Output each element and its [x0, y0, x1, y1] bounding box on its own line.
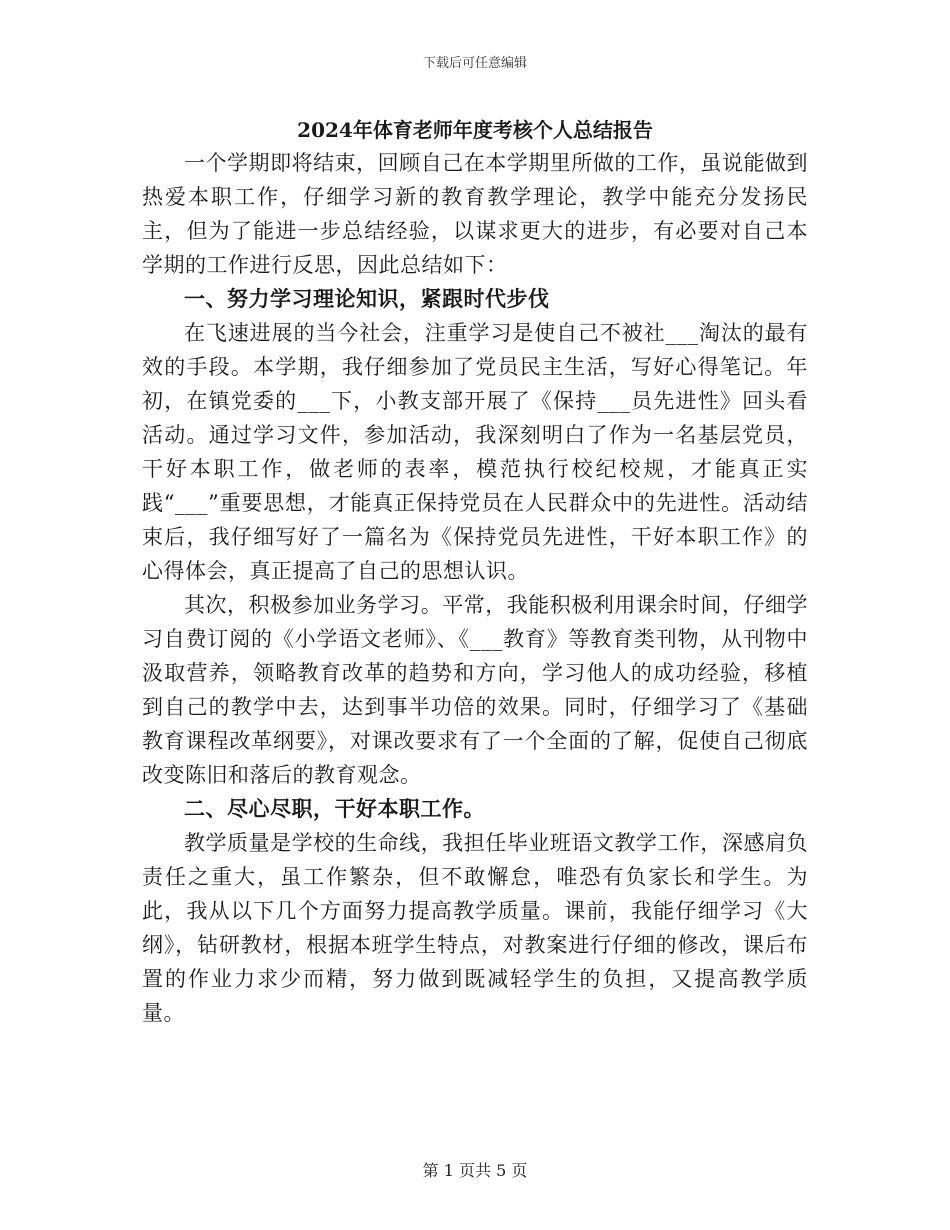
intro-paragraph: 一个学期即将结束，回顾自己在本学期里所做的工作，虽说能做到热爱本职工作，仔细学习新的教育教学理论，教学中能充分发扬民主，但为了能进一步总结经验，以谋求更大的进步，有必要对自己本学期的工作进行反思，因此总结如下：: [142, 151, 808, 277]
section-2-paragraph-1: 教学质量是学校的生命线，我担任毕业班语文教学工作，深感肩负责任之重大，虽工作繁杂，但不敢懈怠，唯恐有负家长和学生。为此，我从以下几个方面努力提高教学质量。课前，我能仔细学习《大纲》，钻研教材，根据本班学生特点，对教案进行仔细的修改，课后布置的作业力求少而精，努力做到既减轻学生的负担，又提高教学质量。: [142, 831, 808, 1025]
section-1-paragraph-2: 其次，积极参加业务学习。平常，我能积极利用课余时间，仔细学习自费订阅的《小学语文老师》、《___教育》等教育类刊物，从刊物中汲取营养，领略教育改革的趋势和方向，学习他人的成功经验，移植到自己的教学中去，达到事半功倍的效果。同时，仔细学习了《基础教育课程改革纲要》，对课改要求有了一个全面的了解，促使自己彻底改变陈旧和落后的教育观念。: [142, 593, 808, 787]
document-body: [142, 112, 808, 1030]
header-note: 下载后可任意编辑: [422, 56, 527, 71]
section-1-paragraph-1: 在飞速进展的当今社会，注重学习是使自己不被社___淘汰的最有效的手段。本学期，我仔细参加了党员民主生活，写好心得笔记。年初，在镇党委的___下，小教支部开展了《保持___员先进性》回头看活动。通过学习文件，参加活动，我深刻明白了作为一名基层党员，干好本职工作，做老师的表率，模范执行校纪校规，才能真正实践“___”重要思想，才能真正保持党员在人民群众中的先进性。活动结束后，我仔细写好了一篇名为《保持党员先进性，干好本职工作》的心得体会，真正提高了自己的思想认识。: [142, 321, 808, 583]
document-title: 2024年体育老师年度考核个人总结报告: [297, 118, 653, 142]
section-2-heading: 二、尽心尽职，干好本职工作。: [184, 796, 485, 821]
page-number: 第 1 页共 5 页: [422, 1161, 528, 1180]
section-1-heading: 一、努力学习理论知识，紧跟时代步伐: [184, 286, 550, 311]
